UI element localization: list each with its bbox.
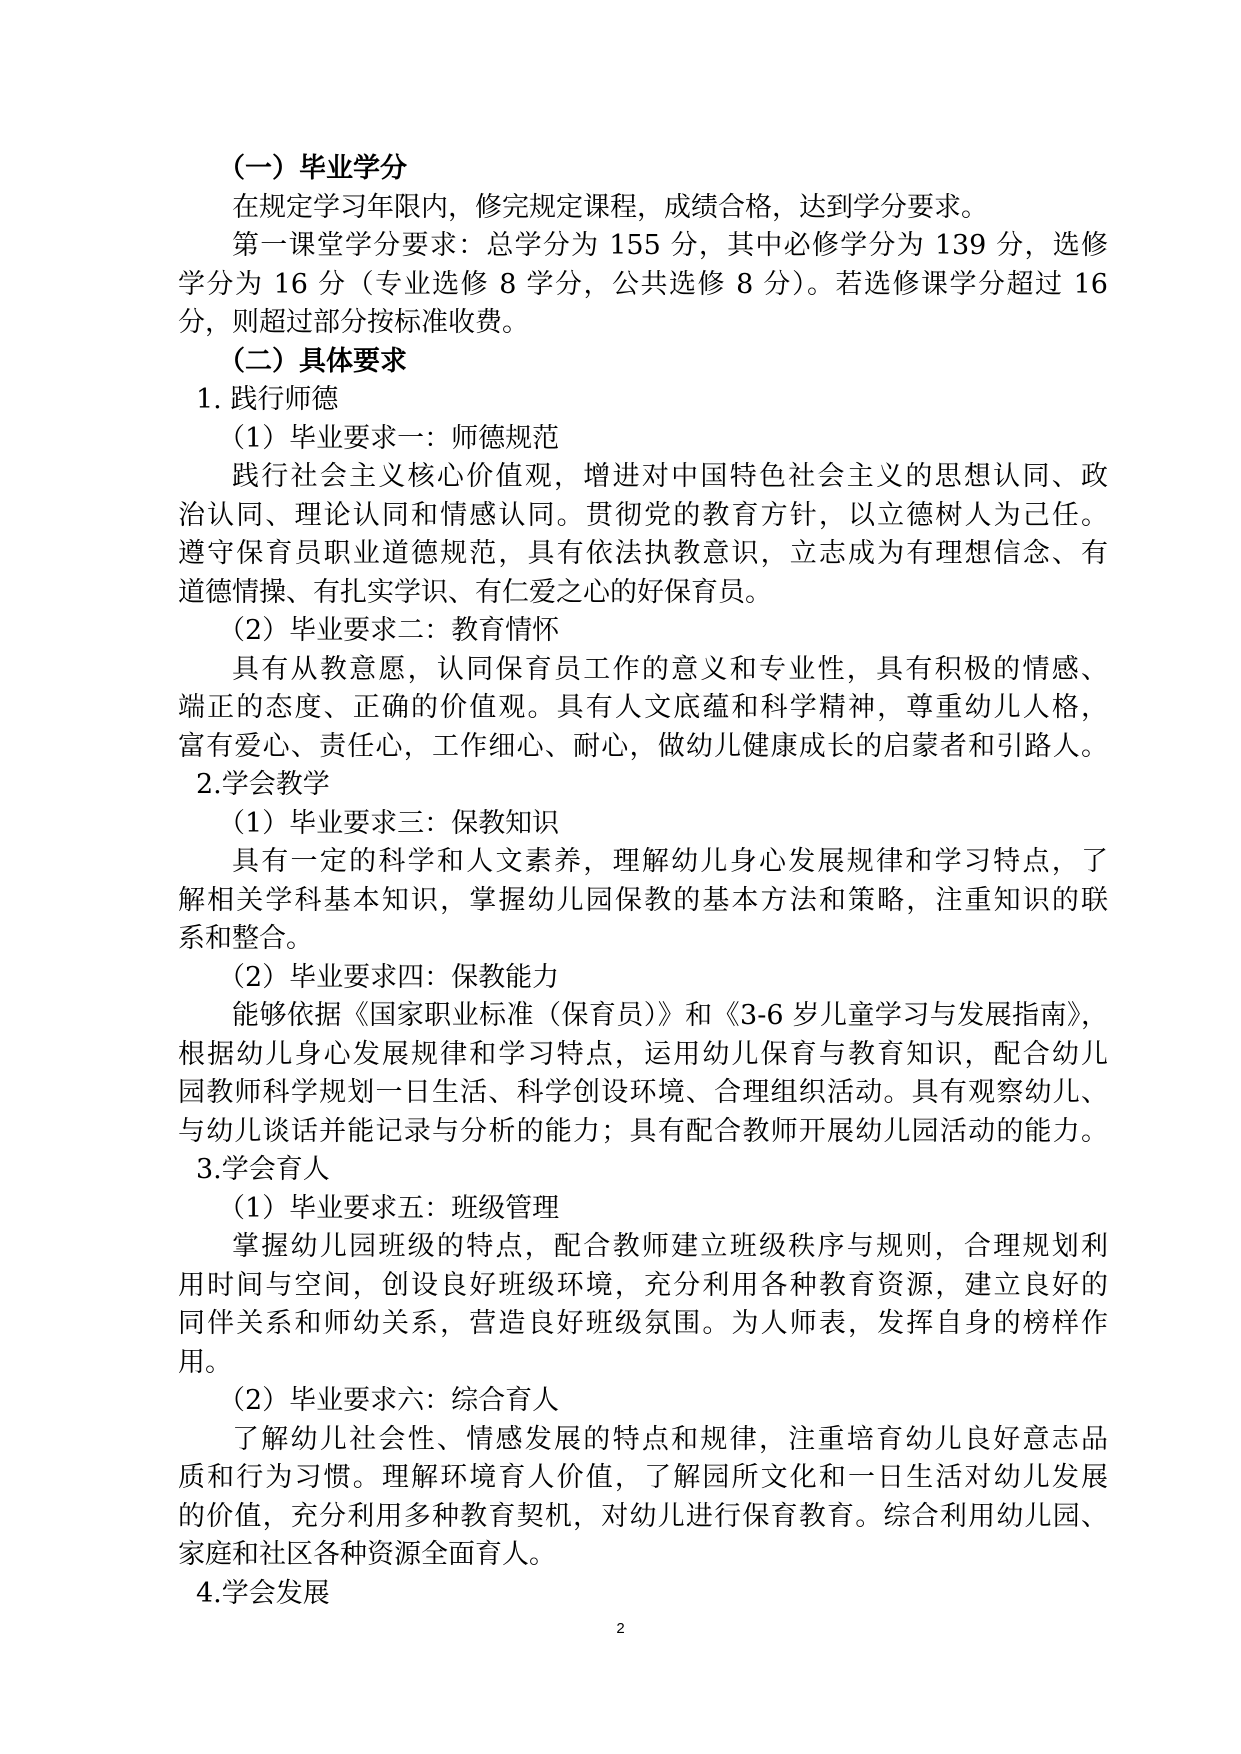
paragraph-line: 掌握幼儿园班级的特点，配合教师建立班级秩序与规则，合理规划利 bbox=[232, 1231, 1108, 1262]
requirement-heading: （2）毕业要求六：综合育人 bbox=[218, 1385, 560, 1416]
paragraph-line: 质和行为习惯。理解环境育人价值，了解园所文化和一日生活对幼儿发展 bbox=[178, 1462, 1108, 1493]
paragraph-line: 具有从教意愿，认同保育员工作的意义和专业性，具有积极的情感、 bbox=[232, 653, 1108, 685]
subsection-heading: 4.学会发展 bbox=[196, 1577, 330, 1609]
paragraph-line: 用。 bbox=[178, 1346, 232, 1378]
paragraph-line: 道德情操、有扎实学识、有仁爱之心的好保育员。 bbox=[178, 576, 772, 608]
subsection-heading: 3.学会育人 bbox=[196, 1154, 330, 1185]
requirement-heading: （2）毕业要求二：教育情怀 bbox=[218, 615, 560, 646]
paragraph-line: 用时间与空间，创设良好班级环境，充分利用各种教育资源，建立良好的 bbox=[178, 1269, 1108, 1301]
requirement-heading: （1）毕业要求三：保教知识 bbox=[218, 807, 560, 839]
paragraph-line: 的价值，充分利用多种教育契机，对幼儿进行保育教育。综合利用幼儿园、 bbox=[178, 1500, 1108, 1532]
paragraph-line: 治认同、理论认同和情感认同。贯彻党的教育方针，以立德树人为己任。 bbox=[178, 499, 1108, 531]
subsection-heading: 2.学会教学 bbox=[196, 769, 330, 800]
paragraph-line: 根据幼儿身心发展规律和学习特点，运用幼儿保育与教育知识，配合幼儿 bbox=[178, 1038, 1108, 1070]
paragraph-line: 家庭和社区各种资源全面育人。 bbox=[178, 1539, 556, 1570]
section-heading-specific-requirements: （二）具体要求 bbox=[218, 345, 407, 377]
subsection-heading: 1. 践行师德 bbox=[196, 384, 339, 415]
paragraph-line: 与幼儿谈话并能记录与分析的能力；具有配合教师开展幼儿园活动的能力。 bbox=[178, 1115, 1108, 1147]
requirement-heading: （2）毕业要求四：保教能力 bbox=[218, 961, 560, 993]
paragraph-line: 解相关学科基本知识，掌握幼儿园保教的基本方法和策略，注重知识的联 bbox=[178, 884, 1108, 916]
paragraph-line: 能够依据《国家职业标准（保育员）》和《3-6 岁儿童学习与发展指南》， bbox=[232, 1000, 1108, 1031]
requirement-heading: （1）毕业要求一：师德规范 bbox=[218, 422, 560, 454]
paragraph-line: 了解幼儿社会性、情感发展的特点和规律，注重培育幼儿良好意志品 bbox=[232, 1423, 1108, 1455]
paragraph-line: 在规定学习年限内，修完规定课程，成绩合格，达到学分要求。 bbox=[232, 191, 988, 223]
paragraph-line: 富有爱心、责任心，工作细心、耐心，做幼儿健康成长的启蒙者和引路人。 bbox=[178, 730, 1108, 762]
paragraph-line: 园教师科学规划一日生活、科学创设环境、合理组织活动。具有观察幼儿、 bbox=[178, 1077, 1108, 1108]
paragraph-line: 同伴关系和师幼关系，营造良好班级氛围。为人师表，发挥自身的榜样作 bbox=[178, 1308, 1108, 1339]
paragraph-line: 系和整合。 bbox=[178, 923, 313, 954]
paragraph-line: 分，则超过部分按标准收费。 bbox=[178, 307, 529, 338]
document-body bbox=[178, 150, 1108, 1613]
page-number: 2 bbox=[616, 1620, 625, 1637]
paragraph-line: 践行社会主义核心价值观，增进对中国特色社会主义的思想认同、政 bbox=[232, 461, 1108, 492]
paragraph-line: 端正的态度、正确的价值观。具有人文底蕴和科学精神，尊重幼儿人格， bbox=[178, 692, 1108, 723]
section-heading-graduation-credits: （一）毕业学分 bbox=[218, 153, 407, 184]
paragraph-line: 学分为 16 分（专业选修 8 学分，公共选修 8 分）。若选修课学分超过 16 bbox=[178, 268, 1108, 300]
paragraph-line: 第一课堂学分要求：总学分为 155 分，其中必修学分为 139 分，选修 bbox=[232, 230, 1108, 261]
paragraph-line: 遵守保育员职业道德规范，具有依法执教意识，立志成为有理想信念、有 bbox=[178, 538, 1108, 569]
paragraph-line: 具有一定的科学和人文素养，理解幼儿身心发展规律和学习特点，了 bbox=[232, 846, 1108, 877]
requirement-heading: （1）毕业要求五：班级管理 bbox=[218, 1192, 560, 1224]
